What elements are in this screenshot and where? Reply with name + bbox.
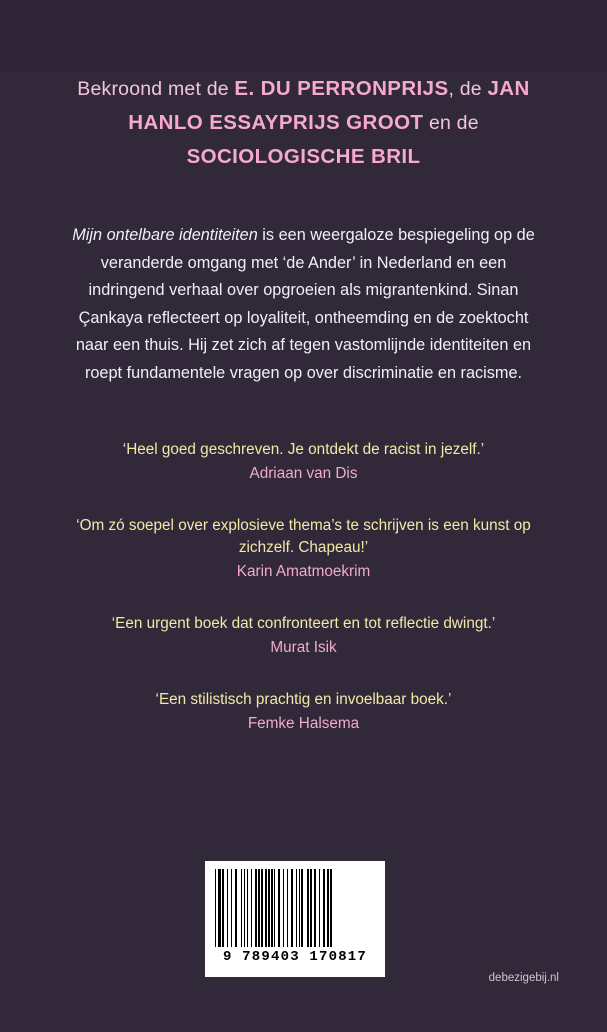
quote-item xyxy=(48,689,559,735)
quote-author: Karin Amatmoekrim xyxy=(236,563,371,580)
quote-item xyxy=(48,613,559,659)
awards-headline xyxy=(48,72,559,174)
blurb-body-text: is een weergaloze bespiegeling op de veranderde omgang met ‘de Ander’ in Nederland en een indringend verhaal over opgroeien als migrantenkind. Sinan Çankaya reflecteert op loyaliteit, ontheemding en de zoektocht naar een thuis. Hij zet zich af tegen vastomlijnde identiteiten en roept fundamentele vragen op over discriminatie en racisme. xyxy=(75,226,535,382)
publisher-url: debezigebij.nl xyxy=(488,972,559,984)
quote-text: ‘Om zó soepel over explosieve thema’s te schrijven is een kunst op zichzelf. Chapeau!’ xyxy=(76,517,531,556)
awards-lead-3: en de xyxy=(423,112,479,134)
quote-text: ‘Een urgent boek dat confronteert en tot reflectie dwingt.’ xyxy=(111,615,496,632)
awards-lead-1: Bekroond met de xyxy=(77,78,235,100)
quote-author: Murat Isik xyxy=(270,639,337,656)
award-name-jan-hanlo-essayprijs-groot: JAN HANLO ESSAYPRIJS GROOT xyxy=(128,77,530,134)
book-back-cover xyxy=(0,72,607,1032)
award-name-sociologische-bril: SOCIOLOGISCHE BRIL xyxy=(186,145,421,168)
barcode-bars xyxy=(215,869,375,947)
quote-author: Adriaan van Dis xyxy=(249,465,358,482)
blurb-book-title: Mijn ontelbare identiteiten xyxy=(72,226,258,244)
quotes-list xyxy=(48,439,559,735)
blurb-paragraph xyxy=(48,222,559,387)
barcode-digits: 9 789403 170817 xyxy=(222,949,368,965)
quote-text: ‘Heel goed geschreven. Je ontdekt de racist in jezelf.’ xyxy=(122,441,485,458)
quote-item xyxy=(48,515,559,583)
quote-item xyxy=(48,439,559,485)
award-name-du-perronprijs: E. DU PERRONPRIJS xyxy=(234,77,449,100)
awards-lead-2: , de xyxy=(448,78,488,100)
quote-author: Femke Halsema xyxy=(247,715,360,732)
quote-text: ‘Een stilistisch prachtig en invoelbaar boek.’ xyxy=(155,691,452,708)
